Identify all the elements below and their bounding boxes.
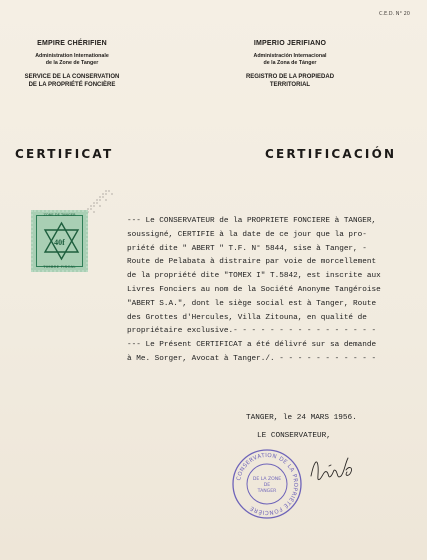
reference-number: C.E.D. N° 20 — [378, 11, 410, 17]
fiscal-stamp-top-text: ZONE DE TANGER — [43, 213, 76, 217]
body-line: --- Le CONSERVATEUR de la PROPRIETE FONCIERE à TANGER, — [127, 217, 377, 225]
right-header-line5: TERRITORIAL — [269, 82, 311, 88]
handwritten-signature — [308, 452, 360, 488]
right-header — [215, 40, 365, 89]
left-header-line3: de la Zone de Tanger — [45, 60, 99, 66]
body-line: de la propriété dite "TOMEX I" T.5842, est inscrite aux — [127, 272, 381, 281]
title-certificacion: CERTIFICACIÓN — [265, 147, 397, 161]
left-header — [0, 40, 147, 89]
seal-center-line2: DE — [263, 483, 271, 488]
body-line: Livres Fonciers au nom de la Société Anonyme Tangéroise — [127, 285, 381, 294]
left-header-line5: DE LA PROPRIÉTÉ FONCIÈRE — [28, 82, 116, 88]
right-header-line4: REGISTRO DE LA PROPIEDAD — [245, 74, 335, 80]
official-seal — [231, 448, 303, 520]
right-header-line2: Administración Internacional — [253, 53, 327, 59]
title-certificat: CERTIFICAT — [15, 147, 114, 161]
left-header-line4: SERVICE DE LA CONSERVATION — [24, 74, 120, 80]
left-header-line1: EMPIRE CHÉRIFIEN — [37, 40, 107, 47]
seal-center-line3: TANGER — [257, 489, 277, 494]
fiscal-stamp — [31, 210, 88, 272]
body-line: propriétaire exclusive.- - - - - - - - - - - - - - - - — [127, 327, 377, 336]
body-line: à Me. Sorger, Avocat à Tanger./. - - - - - - - - - - - — [127, 354, 377, 363]
signatory-title: LE CONSERVATEUR, — [257, 432, 331, 440]
body-line: des Grottes d'Hercules, Villa Zitouna, en qualité de — [127, 313, 367, 322]
body-line: "ABERT S.A.", dont le siège social est à Tanger, Route — [127, 299, 377, 308]
fiscal-stamp-value: 40f — [54, 238, 65, 247]
fiscal-stamp-bottom-text: TIMBRE FISCAL — [43, 264, 76, 269]
date-line: TANGER, le 24 MARS 1956. — [246, 414, 357, 422]
body-line: Route de Pelabata à distraire par voie de morcellement — [127, 258, 377, 267]
certificate-body — [127, 215, 417, 367]
right-header-line1: IMPERIO JERIFIANO — [253, 40, 327, 47]
seal-ring-text: CONSERVATION DE LA PROPRIÉTÉ FONCIÈRE — [236, 452, 299, 516]
seal-center-line1: DE LA ZONE — [252, 477, 282, 482]
body-line: --- Le Présent CERTIFICAT a été délivré sur sa demande — [127, 341, 377, 350]
body-line: soussigné, CERTIFIE à la date de ce jour que la pro- — [127, 230, 367, 239]
right-header-line3: de la Zona de Tánger — [263, 60, 317, 66]
left-header-line2: Administration Internationale — [35, 53, 109, 59]
body-line: priété dite " ABERT " T.F. N° 5844, sise à Tanger, - — [127, 244, 367, 253]
